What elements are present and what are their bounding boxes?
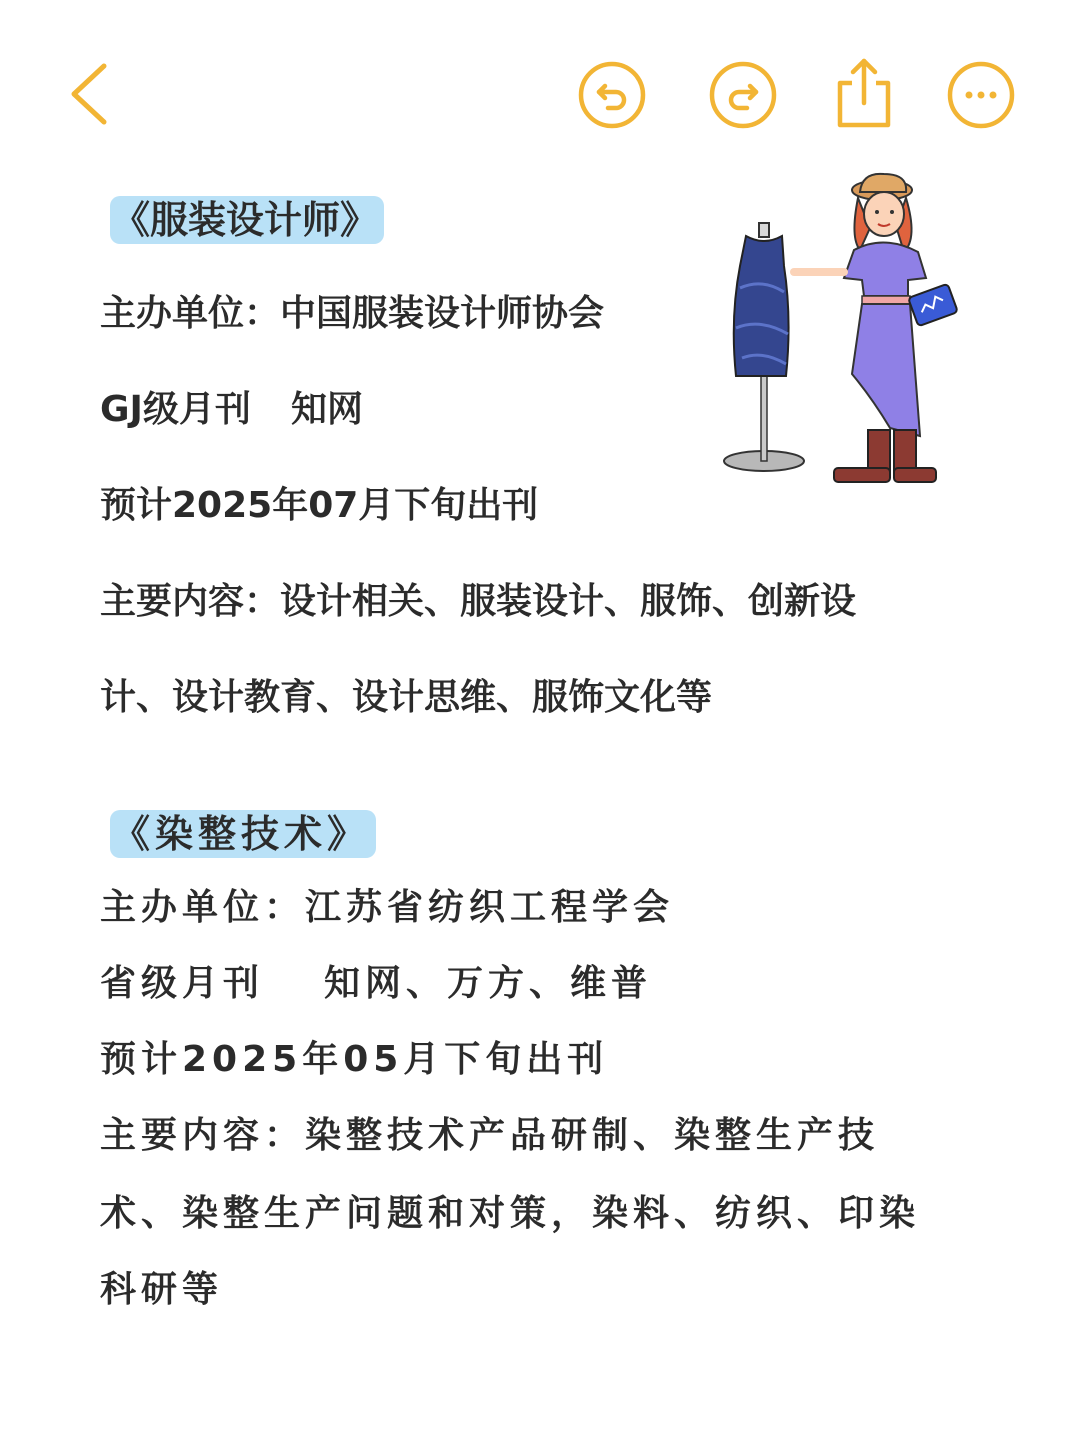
journal2-content-line2: 术、染整生产问题和对策，染料、纺织、印染 xyxy=(100,1193,921,1234)
journal2-sponsor: 主办单位：江苏省纺织工程学会 xyxy=(100,887,675,928)
journal1-title: 《服装设计师》 xyxy=(110,196,384,244)
journal1-content-line1: 主要内容：设计相关、服装设计、服饰、创新设 xyxy=(100,581,857,622)
journal2-publish: 预计2025年05月下旬出刊 xyxy=(100,1039,609,1080)
journal2-title: 《染整技术》 xyxy=(110,810,376,858)
journal2-level-row xyxy=(100,962,652,1006)
top-toolbar xyxy=(0,0,1080,190)
journal1-sponsor: 主办单位：中国服装设计师协会 xyxy=(100,293,605,334)
redo-icon[interactable] xyxy=(708,60,778,130)
journal1-level-row xyxy=(100,388,363,432)
back-arrow-icon[interactable] xyxy=(66,62,112,126)
journal1-content-line2: 计、设计教育、设计思维、服饰文化等 xyxy=(100,677,713,718)
journal1-publish: 预计2025年07月下旬出刊 xyxy=(100,485,539,526)
share-icon[interactable] xyxy=(834,55,894,129)
more-icon[interactable] xyxy=(946,60,1016,130)
journal2-level: 省级月刊 xyxy=(100,963,265,1004)
journal1-database: 知网 xyxy=(290,389,363,430)
journal2-database: 知网、万方、维普 xyxy=(324,963,653,1004)
journal2-content-line1: 主要内容：染整技术产品研制、染整生产技 xyxy=(100,1115,880,1156)
undo-icon[interactable] xyxy=(577,60,647,130)
journal1-level: GJ级月刊 xyxy=(100,389,251,430)
journal2-content-line3: 科研等 xyxy=(100,1269,224,1310)
fashion-designer-illustration xyxy=(712,168,972,498)
